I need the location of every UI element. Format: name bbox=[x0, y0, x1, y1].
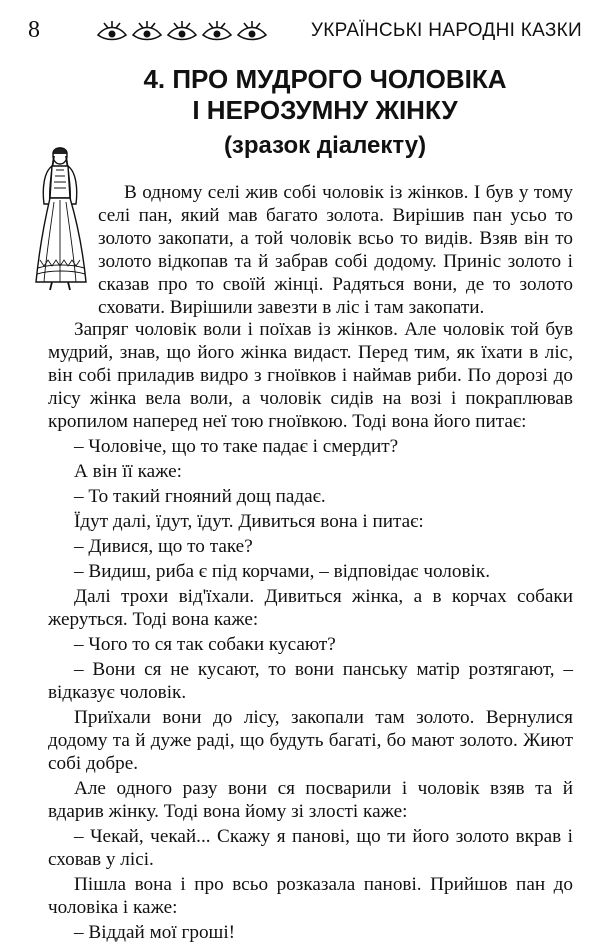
paragraph: Запряг чоловік воли і поїхав із жінков. Але чоловік той був мудрий, знав, що його жінка видаст. Перед тим, як їхати в ліс, він собі приладив видро з гноївков і наймав риби. По дорозі до лісу жінка вела воли, а чоловік сидів на возі і покраплював кропилом наперед неї тою гноївкою. Тоді вона його питає: bbox=[48, 319, 573, 432]
paragraph: Пішла вона і про всьо розказала панові. Прийшов пан до чоловіка і каже: bbox=[48, 874, 573, 918]
story-subtitle: (зразок діалекту) bbox=[223, 132, 427, 159]
paragraph: – Чого то ся так собаки кусают? bbox=[74, 634, 336, 655]
paragraph: Їдут далі, їдут, їдут. Дивиться вона і питає: bbox=[74, 511, 424, 532]
paragraph: – То такий гнояний дощ падає. bbox=[74, 486, 326, 507]
paragraph: Приїхали вони до лісу, закопали там золото. Вернулися додому та й дуже раді, що будуть багаті, бо мают золото. Жиют собі добре. bbox=[48, 707, 573, 774]
leaf-ornament-icon bbox=[94, 19, 270, 45]
page-number: 8 bbox=[28, 17, 40, 43]
paragraph: Далі трохи від'їхали. Дивиться жінка, а в корчах собаки жеруться. Тоді вона каже: bbox=[48, 586, 573, 630]
story-title bbox=[70, 64, 580, 162]
paragraph: – Віддай мої гроші! bbox=[74, 922, 236, 943]
running-header bbox=[20, 14, 582, 50]
paragraph: Але одного разу вони ся посварили і чоловік взяв та й вдарив жінку. Тоді вона йому зі злості каже: bbox=[48, 778, 573, 822]
paragraph: – Видиш, риба є під корчами, – відповідає чоловік. bbox=[74, 561, 490, 582]
paragraph: – Дивися, що то таке? bbox=[74, 536, 253, 557]
paragraph: В одному селі жив собі чоловік із жінков. І був у тому селі пан, який мав багато золота. Вирішив пан усьо то золото закопати, а той чоловік всьо то видів. Взяв він то золото відкопав та й забрав собі додому. Приніс золото і сказав про то своїй жінці. Радяться вони, де то золото сховати. Вирішили завезти в ліс і там закопати. bbox=[98, 182, 573, 318]
story-title-line-2: І НЕРОЗУМНУ ЖІНКУ bbox=[192, 95, 458, 125]
story-text bbox=[48, 318, 573, 946]
paragraph: – Чоловіче, що то таке падає і смердит? bbox=[74, 436, 399, 457]
running-title: УКРАЇНСЬКІ НАРОДНІ КАЗКИ bbox=[310, 20, 582, 41]
peasant-woman-figure-icon bbox=[30, 142, 94, 294]
paragraph: – Вони ся не кусают, то вони панську матір розтягают, – відказує чоловік. bbox=[48, 659, 573, 703]
paragraph: А він її каже: bbox=[74, 461, 182, 482]
paragraph: – Чекай, чекай... Скажу я панові, що ти його золото вкрав і сховав у лісі. bbox=[48, 826, 573, 870]
story-text-wrapped bbox=[98, 181, 573, 321]
story-title-line-1: 4. ПРО МУДРОГО ЧОЛОВІКА bbox=[143, 64, 507, 94]
